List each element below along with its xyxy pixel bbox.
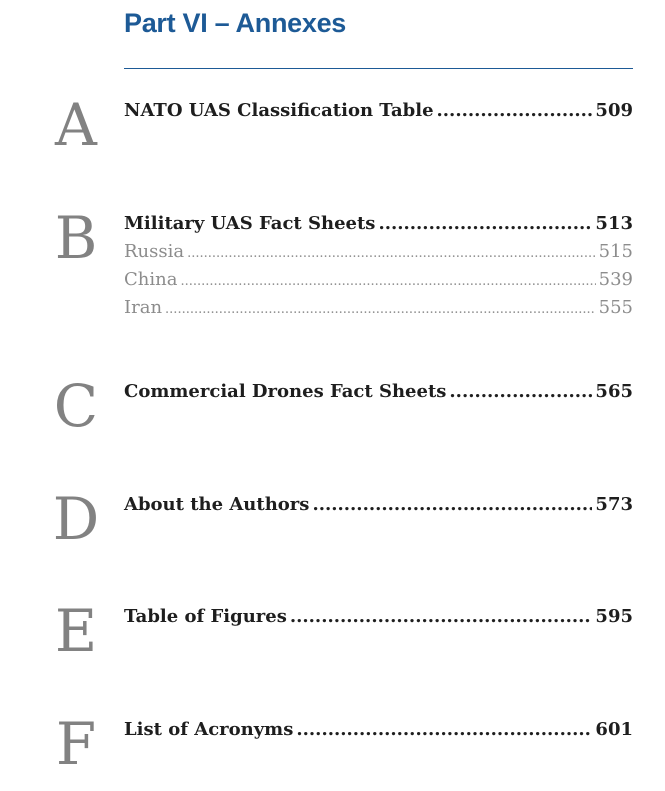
toc-entry-title: List of Acronyms [124,719,294,740]
toc-subentry[interactable] [124,241,633,265]
annex-letter: E [54,597,98,665]
toc-entry-title: Military UAS Fact Sheets [124,213,376,234]
toc-subentry-title: Iran [124,297,163,318]
part-title: Part VI – Annexes [124,8,347,38]
toc-subentry[interactable] [124,269,633,293]
toc-entry-page: 565 [595,381,633,402]
title-divider [124,68,633,69]
toc-entry[interactable] [124,494,633,516]
toc-entry-title: Table of Figures [124,606,287,627]
toc-entry[interactable] [124,100,633,122]
annex-letter: A [55,91,97,159]
toc-subentry-title: China [124,269,178,290]
toc-entry[interactable] [124,213,633,235]
dot-leader [449,381,592,403]
toc-subentry[interactable] [124,297,633,321]
dot-leader [296,719,592,741]
annex-letter: B [54,204,98,272]
toc-subentry-page: 555 [598,297,633,318]
dot-leader [290,606,593,628]
dot-leader [165,299,596,321]
toc-entry-page: 509 [595,100,633,121]
annex-letter: F [55,710,97,778]
toc-subentry-page: 539 [598,269,633,290]
toc-entry[interactable] [124,719,633,741]
toc-entry-page: 601 [595,719,633,740]
toc-entry-page: 513 [595,213,633,234]
toc-entry-page: 573 [595,494,633,515]
toc-subentry-title: Russia [124,241,185,262]
toc-entry-page: 595 [595,606,633,627]
toc-entry-title: NATO UAS Classification Table [124,100,434,121]
toc-entry-title: Commercial Drones Fact Sheets [124,381,447,402]
dot-leader [437,100,593,122]
toc-entry[interactable] [124,381,633,403]
toc-subentry-page: 515 [598,241,633,262]
annex-letter: D [52,485,100,553]
toc-entry[interactable] [124,606,633,628]
toc-entry-title: About the Authors [124,494,310,515]
dot-leader [378,213,592,235]
dot-leader [187,243,596,265]
dot-leader [312,494,592,516]
dot-leader [180,271,595,293]
annex-letter: C [53,372,99,440]
